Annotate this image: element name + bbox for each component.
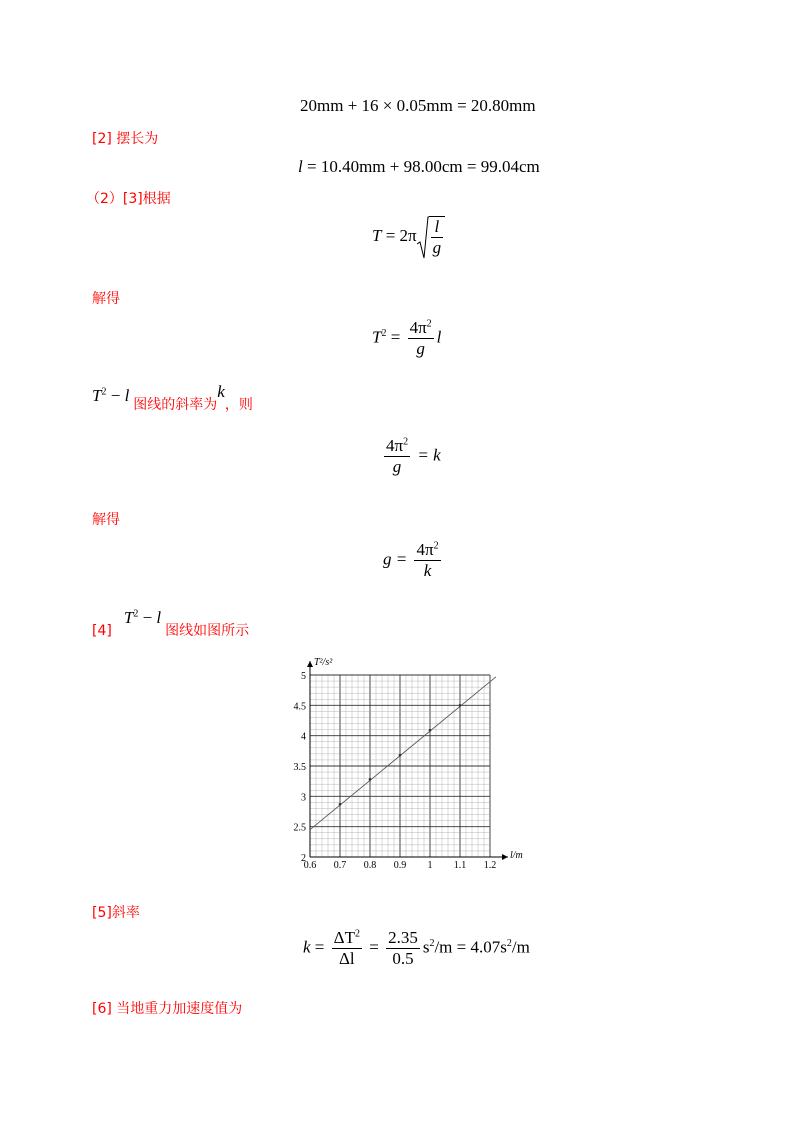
period-den: g [432, 238, 442, 257]
slope-den2: 0.5 [392, 949, 414, 968]
t-squared-formula: $T^2$ = $\frac{4\pi^2}{g}$ l [372, 318, 442, 358]
data-point [369, 778, 372, 781]
x-tick-label: 0.9 [393, 860, 407, 871]
slope-end-unit: /m [511, 937, 530, 957]
g-den: k [423, 561, 432, 580]
sqrt-symbol [417, 216, 446, 258]
t2-l-chart [288, 655, 528, 877]
x-tick-label: 1.1 [453, 860, 467, 871]
y-tick-label: 2.5 [293, 822, 306, 834]
x-tick-label: 0.6 [303, 860, 317, 871]
period-lhs: T [372, 225, 382, 245]
period-formula [372, 216, 445, 258]
diameter-equation: 20mm + 16 × 0.05mm = 20.80mm [300, 96, 536, 115]
solve-label-2: 解得 [92, 512, 120, 528]
x-tick-label: 0.8 [363, 860, 377, 871]
data-point [399, 754, 402, 757]
k-rhs: = k [413, 445, 441, 465]
step4-minus: − [138, 608, 157, 627]
data-point [429, 729, 432, 732]
t2l-minus: − [106, 386, 125, 405]
step-4-label: [4] [92, 623, 112, 639]
period-num: l [431, 217, 444, 238]
fit-line [310, 677, 496, 830]
k-symbol: k [217, 382, 225, 401]
slope-num2: 2.35 [388, 928, 418, 947]
t2-var: l [436, 327, 442, 347]
t2-num: 4π [409, 318, 427, 337]
step-5-label: [5]斜率 [92, 905, 140, 921]
t2-den: g [416, 339, 425, 358]
y-axis-arrow [307, 661, 313, 667]
length-variable: l [298, 157, 303, 176]
y-tick-label: 3.5 [293, 762, 306, 773]
period-eq: = 2π [381, 225, 417, 245]
step-4-text: 图线如图所示 [165, 623, 250, 639]
x-axis-arrow [502, 854, 508, 860]
y-tick-label: 2 [301, 853, 306, 864]
slope-unit: s [422, 937, 430, 957]
slope-text: 图线的斜率为 [133, 397, 218, 413]
step4-l: l [156, 608, 162, 627]
slope-k: k [303, 937, 311, 957]
y-tick-label: 4.5 [293, 701, 306, 713]
step-4-line: [4] $T^2 - l$ 图线如图所示 [92, 608, 250, 639]
data-point [459, 704, 462, 707]
k-formula: $\frac{4\pi^2}{g}$ = k [386, 436, 441, 476]
length-equation [298, 157, 540, 177]
t2l-l: l [124, 386, 130, 405]
y-tick-label: 4 [301, 731, 306, 743]
slope-result: /m = 4.07s [434, 937, 507, 957]
step-2-label: [2] 摆长为 [92, 131, 159, 147]
x-tick-label: 1.2 [483, 860, 497, 871]
data-point [339, 803, 342, 806]
step-3-label: （2）[3]根据 [86, 191, 171, 207]
x-axis-label: l/m [510, 850, 523, 861]
solve-label-1: 解得 [92, 291, 120, 307]
g-lhs: g = [383, 549, 412, 569]
k-den: g [392, 457, 402, 476]
slope-formula: k = $\frac{\Delta T^2}{\Delta l}$ = $\frac{2.35}{0.5}$ $s^2/m = 4.07s^2/m$ [303, 928, 530, 968]
y-axis-label: T²/s² [314, 657, 333, 668]
x-tick-label: 0.7 [333, 860, 347, 871]
length-value: = 10.40mm + 98.00cm = 99.04cm [302, 157, 540, 176]
step-6-label: [6] 当地重力加速度值为 [92, 1001, 243, 1017]
g-num: 4π [416, 540, 434, 559]
t2-lhs: T [372, 327, 382, 347]
slope-description: $T^2 - l$ 图线的斜率为k，则 [92, 382, 253, 413]
slope-den1: Δl [338, 949, 355, 968]
t2l-T: T [92, 386, 102, 405]
g-formula: g = $\frac{4\pi^2}{k}$ [383, 540, 439, 580]
step4-T: T [123, 608, 134, 627]
then-text: ，则 [224, 397, 253, 413]
y-tick-label: 3 [301, 792, 306, 804]
y-tick-label: 5 [301, 671, 306, 682]
k-num: 4π [386, 436, 404, 455]
slope-num1: ΔT [333, 928, 355, 947]
x-tick-label: 1 [427, 860, 433, 871]
